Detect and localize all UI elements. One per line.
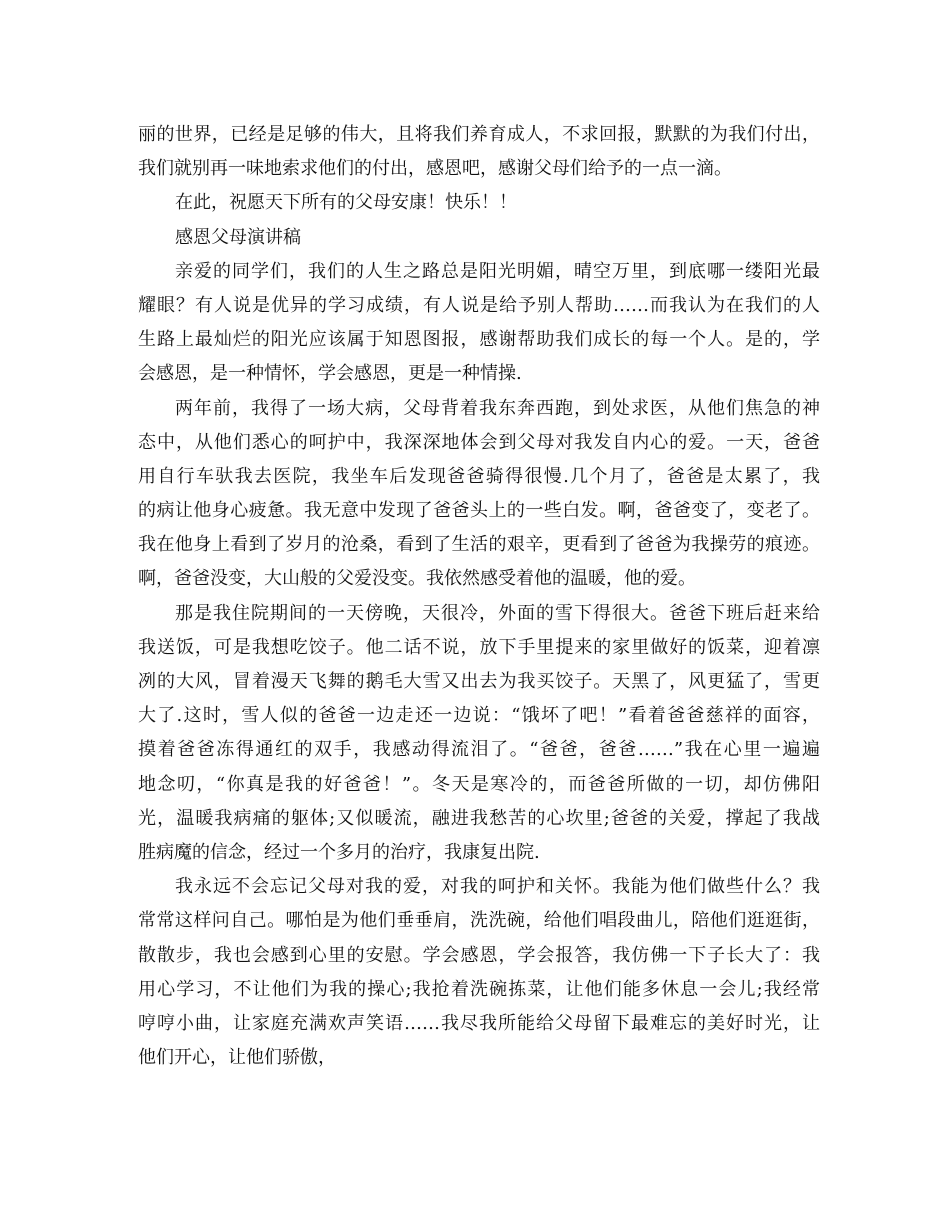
- text-line: 两年前，我得了一场大病，父母背着我东奔西跑，到处求医，从他们焦急的神: [175, 397, 820, 419]
- text-line: 亲爱的同学们，我们的人生之路总是阳光明媚，晴空万里，到底哪一缕阳光最: [175, 260, 820, 282]
- text-line: 光，温暖我病痛的躯体;又似暖流，融进我愁苦的心坎里;爸爸的关爱，撑起了我战: [138, 807, 820, 829]
- text-line: 态中，从他们悉心的呵护中，我深深地体会到父母对我发自内心的爱。一天，爸爸: [138, 431, 820, 453]
- text-line: 会感恩，是一种情怀，学会感恩，更是一种情操.: [138, 363, 522, 385]
- text-line: 用心学习，不让他们为我的操心;我抢着洗碗拣菜，让他们能多休息一会儿;我经常: [138, 978, 820, 1000]
- document-page: [138, 118, 820, 1075]
- text-line: 地念叨，“你真是我的好爸爸！”。冬天是寒冷的，而爸爸所做的一切，却仿佛阳: [138, 773, 820, 795]
- text-line: 啊，爸爸没变，大山般的父爱没变。我依然感受着他的温暖，他的爱。: [138, 568, 696, 590]
- text-line: 他们开心，让他们骄傲，: [138, 1047, 336, 1069]
- text-line: 耀眼？有人说是优异的学习成绩，有人说是给予别人帮助……而我认为在我们的人: [138, 294, 820, 316]
- text-line: 在此，祝愿天下所有的父母安康！快乐！！: [175, 192, 517, 214]
- text-line: 感恩父母演讲稿: [175, 226, 301, 248]
- text-line: 大了.这时，雪人似的爸爸一边走还一边说：“饿坏了吧！”看着爸爸慈祥的面容，: [138, 705, 820, 727]
- text-line: 我在他身上看到了岁月的沧桑，看到了生活的艰辛，更看到了爸爸为我操劳的痕迹。: [138, 534, 820, 556]
- text-line: 散散步，我也会感到心里的安慰。学会感恩，学会报答，我仿佛一下子长大了：我: [138, 944, 820, 966]
- text-line: 那是我住院期间的一天傍晚，天很冷，外面的雪下得很大。爸爸下班后赶来给: [175, 602, 820, 624]
- text-line: 常常这样问自己。哪怕是为他们垂垂肩，洗洗碗，给他们唱段曲儿，陪他们逛逛街，: [138, 910, 820, 932]
- text-line: 胜病魔的信念，经过一个多月的治疗，我康复出院.: [138, 841, 540, 863]
- text-line: 冽的大风，冒着漫天飞舞的鹅毛大雪又出去为我买饺子。天黑了，风更猛了，雪更: [138, 671, 820, 692]
- text-line: 我永远不会忘记父母对我的爱，对我的呵护和关怀。我能为他们做些什么？我: [175, 876, 820, 898]
- text-line: 丽的世界，已经是足够的伟大，且将我们养育成人，不求回报，默默的为我们付出，: [138, 124, 820, 145]
- text-line: 摸着爸爸冻得通红的双手，我感动得流泪了。“爸爸，爸爸……”我在心里一遍遍: [138, 739, 820, 761]
- text-line: 用自行车驮我去医院，我坐车后发现爸爸骑得很慢.几个月了，爸爸是太累了，我: [138, 465, 820, 487]
- text-line: 哼哼小曲，让家庭充满欢声笑语……我尽我所能给父母留下最难忘的美好时光，让: [138, 1012, 820, 1034]
- text-line: 生路上最灿烂的阳光应该属于知恩图报，感谢帮助我们成长的每一个人。是的，学: [138, 329, 820, 351]
- text-line: 我们就别再一味地索求他们的付出，感恩吧，感谢父母们给予的一点一滴。: [138, 158, 732, 180]
- text-line: 的病让他身心疲惫。我无意中发现了爸爸头上的一些白发。啊，爸爸变了，变老了。: [138, 500, 820, 522]
- text-line: 我送饭，可是我想吃饺子。他二话不说，放下手里提来的家里做好的饭菜，迎着凛: [138, 636, 820, 658]
